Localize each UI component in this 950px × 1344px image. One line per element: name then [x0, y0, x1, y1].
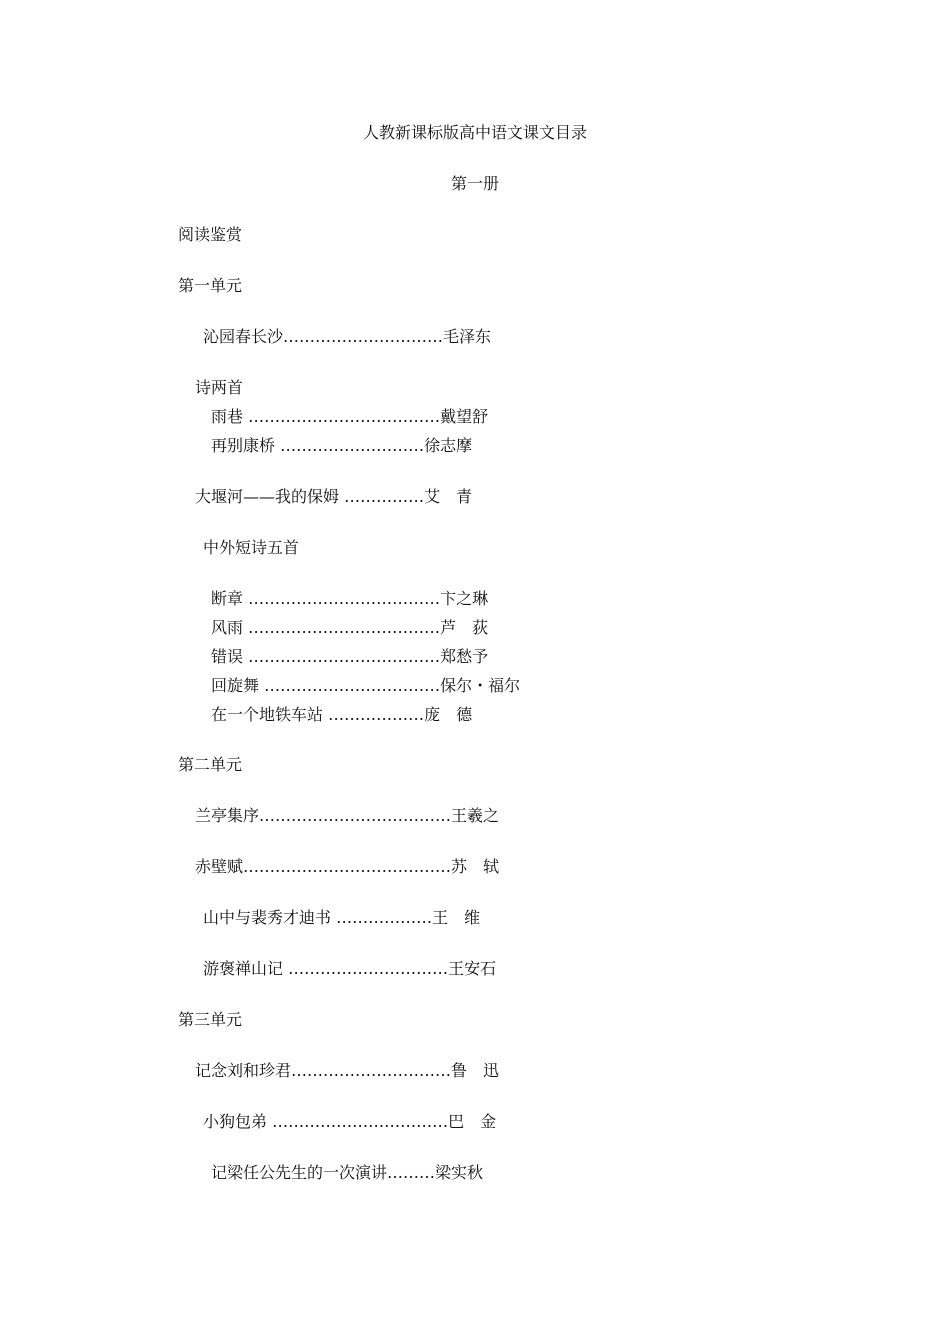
toc-entry: 山中与裴秀才迪书 ………………王 维: [203, 908, 481, 927]
toc-entry: 小狗包弟 ……………………………巴 金: [203, 1112, 497, 1131]
document-title: 人教新课标版高中语文课文目录: [362, 123, 587, 142]
toc-entry: 大堰河——我的保姆 ……………艾 青: [195, 487, 473, 506]
toc-entry: 风雨 ………………………………芦 荻: [211, 618, 489, 637]
toc-group-title: 中外短诗五首: [203, 538, 300, 557]
toc-entry: 再别康桥 ………………………徐志摩: [211, 436, 473, 455]
toc-group-title: 诗两首: [195, 378, 244, 397]
toc-entry: 兰亭集序………………………………王羲之: [195, 806, 500, 825]
unit-heading: 第三单元: [178, 1010, 243, 1029]
toc-entry: 回旋舞 ……………………………保尔・福尔: [211, 676, 521, 695]
toc-entry: 记念刘和珍君…………………………鲁 迅: [195, 1061, 500, 1080]
toc-entry: 错误 ………………………………郑愁予: [211, 647, 489, 666]
unit-heading: 第二单元: [178, 755, 243, 774]
toc-entry: 赤壁赋…………………………………苏 轼: [195, 857, 500, 876]
toc-entry: 记梁任公先生的一次演讲………梁实秋: [211, 1163, 484, 1182]
toc-entry: 雨巷 ………………………………戴望舒: [211, 407, 489, 426]
toc-entry: 断章 ………………………………卞之琳: [211, 589, 489, 608]
toc-entry: 沁园春长沙…………………………毛泽东: [203, 327, 492, 346]
volume-heading: 第一册: [450, 174, 499, 193]
toc-entry: 在一个地铁车站 ………………庞 德: [211, 705, 473, 724]
unit-heading: 第一单元: [178, 276, 243, 295]
section-heading: 阅读鉴赏: [178, 225, 243, 244]
toc-entry: 游褒禅山记 …………………………王安石: [203, 959, 497, 978]
